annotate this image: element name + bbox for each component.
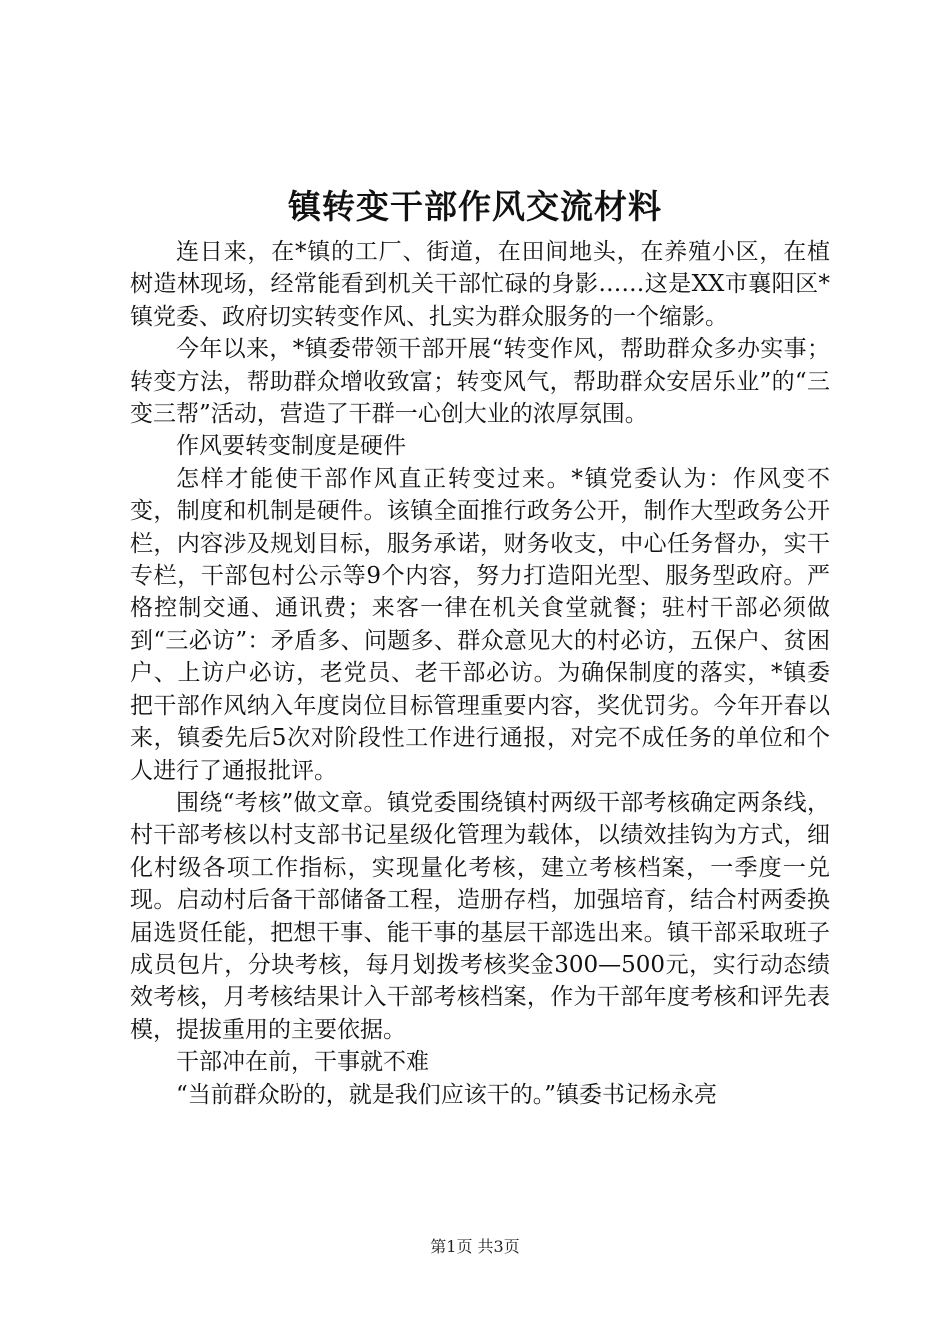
paragraph: 围绕“考核”做文章。镇党委围绕镇村两级干部考核确定两条线，村干部考核以村支部书记星级化管理为载体，以绩效挂钩为方式，细化村级各项工作指标，实现量化考核，建立考核档案，一季度一兑现。启动村后备干部储备工程，造册存档，加强培育，结合村两委换届选贤任能，把想干事、能干事的基层干部选出来。镇干部采取班子成员包片，分块考核，每月划拨考核奖金300—500元，实行动态绩效考核，月考核结果计入干部考核档案，作为干部年度考核和评先表模，提拔重用的主要依据。: [130, 789, 830, 1043]
page-footer: 第1页 共3页: [430, 1237, 520, 1256]
section-heading: 作风要转变制度是硬件: [176, 433, 406, 460]
paragraph: 怎样才能使干部作风直正转变过来。*镇党委认为：作风变不变，制度和机制是硬件。该镇全面推行政务公开，制作大型政务公开栏，内容涉及规划目标，服务承诺，财务收支，中心任务督办，实干专栏，干部包村公示等9个内容，努力打造阳光型、服务型政府。严格控制交通、通讯费；来客一律在机关食堂就餐；驻村干部必须做到“三必访”：矛盾多、问题多、群众意见大的村必访，五保户、贫困户、上访户必访，老党员、老干部必访。为确保制度的落实，*镇委把干部作风纳入年度岗位目标管理重要内容，奖优罚劣。今年开春以来，镇委先后5次对阶段性工作进行通报，对完不成任务的单位和个人进行了通报批评。: [130, 465, 830, 784]
document-title: 镇转变干部作风交流材料: [288, 187, 662, 226]
paragraph: 连日来，在*镇的工厂、街道，在田间地头，在养殖小区，在植树造林现场，经常能看到机关干部忙碌的身影……这是XX市襄阳区*镇党委、政府切实转变作风、扎实为群众服务的一个缩影。: [130, 239, 830, 330]
document-body: [130, 236, 830, 1111]
paragraph: 今年以来，*镇委带领干部开展“转变作风，帮助群众多办实事；转变方法，帮助群众增收致富；转变风气，帮助群众安居乐业”的“三变三帮”活动，营造了干群一心创大业的浓厚氛围。: [130, 336, 830, 428]
section-heading: 干部冲在前，干事就不难: [176, 1049, 429, 1076]
paragraph: “当前群众盼的，就是我们应该干的。”镇委书记杨永亮: [176, 1081, 718, 1108]
